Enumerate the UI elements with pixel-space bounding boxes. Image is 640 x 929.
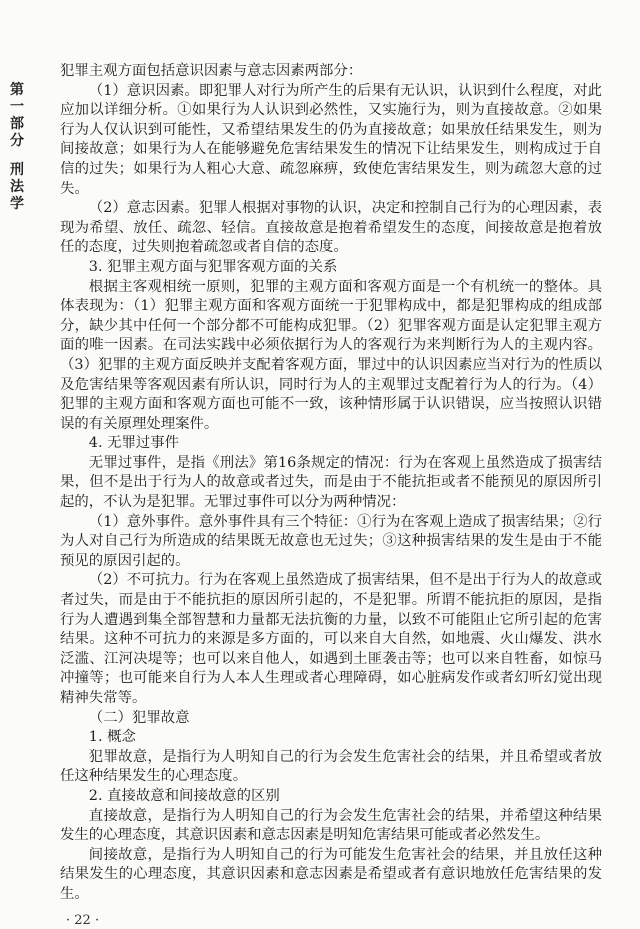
paragraph: 无罪过事件，是指《刑法》第16条规定的情况：行为在客观上虽然造成了损害结果，但不是出于行为人的故意或者过失，而是由于不能抗拒或者不能预见的原因所引起的，不认为是犯罪。无罪过事件可以分为两种情况： bbox=[60, 454, 602, 511]
section-heading: 2. 直接故意和间接故意的区别 bbox=[88, 787, 280, 804]
paragraph: （1）意外事件。意外事件具有三个特征：①行为在客观上造成了损害结果；②行为人对自己行为所造成的结果既无故意也无过失；③这种损害结果的发生是由于不能预见的原因引起的。 bbox=[60, 513, 602, 569]
paragraph: 犯罪故意，是指行为人明知自己的行为会发生危害社会的结果，并且希望或者放任这种结果发生的心理态度。 bbox=[60, 748, 602, 785]
subject-label: 刑法学 bbox=[10, 162, 24, 212]
paragraph: （2）意志因素。犯罪人根据对事物的认识，决定和控制自己行为的心理因素，表现为希望、放任、疏忽、轻信。直接故意是抱着希望发生的态度，间接故意是抱着放任的态度，过失则抱着疏忽或者自信的态度。 bbox=[60, 200, 602, 256]
page-body bbox=[60, 62, 602, 905]
section-heading: （二）犯罪故意 bbox=[88, 709, 190, 726]
paragraph: 犯罪主观方面包括意识因素与意志因素两部分： bbox=[60, 63, 363, 79]
paragraph: 间接故意，是指行为人明知自己的行为可能发生危害社会的结果，并且放任这种结果发生的心理态度，其意识因素和意志因素是希望或者有意识地放任危害结果的发生。 bbox=[60, 846, 602, 902]
page-number: · 22 · bbox=[66, 912, 100, 928]
paragraph: 直接故意，是指行为人明知自己的行为会发生危害社会的结果，并希望这种结果发生的心理态度，其意识因素和意志因素是明知危害结果可能或者必然发生。 bbox=[60, 807, 602, 844]
part-side-label bbox=[9, 82, 25, 213]
paragraph: 根据主客观相统一原则，犯罪的主观方面和客观方面是一个有机统一的整体。具体表现为：（1）犯罪主观方面和客观方面统一于犯罪构成中，都是犯罪构成的组成部分，缺少其中任何一个部分都不可能构成犯罪。（2）犯罪客观方面是认定犯罪主观方面的唯一因素。在司法实践中必须依据行为人的客观行为来判断行为人的主观内容。（3）犯罪的主观方面反映并支配着客观方面，罪过中的认识因素应当对行为的性质以及危害结果等客观因素有所认识，同时行为人的主观罪过支配着行为人的行为。（4）犯罪的主观方面和客观方面也可能不一致，该种情形属于认识错误，应当按照认识错误的有关原理处理案件。 bbox=[60, 278, 602, 432]
section-heading: 4. 无罪过事件 bbox=[88, 435, 180, 452]
page-main bbox=[60, 62, 602, 929]
section-heading: 3. 犯罪主观方面与犯罪客观方面的关系 bbox=[88, 258, 338, 275]
paragraph: （2）不可抗力。行为在客观上虽然造成了损害结果，但不是出于行为人的故意或者过失，而是由于不能抗拒的原因所引起的，不是犯罪。所谓不能抗拒的原因，是指行为人遭遇到集全部智慧和力量都无法抗衡的力量，以致不可能阻止它所引起的危害结果。这种不可抗力的来源是多方面的，可以来自大自然，如地震、火山爆发、洪水泛滥、江河决堤等；也可以来自他人，如遇到土匪袭击等；也可以来自牲畜，如惊马冲撞等；也可能来自行为人本人生理或者心理障碍，如心脏病发作或者幻听幻觉出现精神失常等。 bbox=[60, 572, 602, 706]
section-heading: 1. 概念 bbox=[88, 729, 136, 746]
paragraph: （1）意识因素。即犯罪人对行为所产生的后果有无认识，认识到什么程度，对此应加以详细分析。①如果行为人认识到必然性，又实施行为，则为直接故意。②如果行为人仅认识到可能性，又希望结果发生的仍为直接故意；如果放任结果发生，则为间接故意；如果行为人在能够避免危害结果发生的情况下让结果发生，则构成过于自信的过失；如果行为人粗心大意、疏忽麻痹，致使危害结果发生，则为疏忽大意的过失。 bbox=[60, 82, 602, 197]
part-label: 第一部分 bbox=[10, 82, 24, 149]
